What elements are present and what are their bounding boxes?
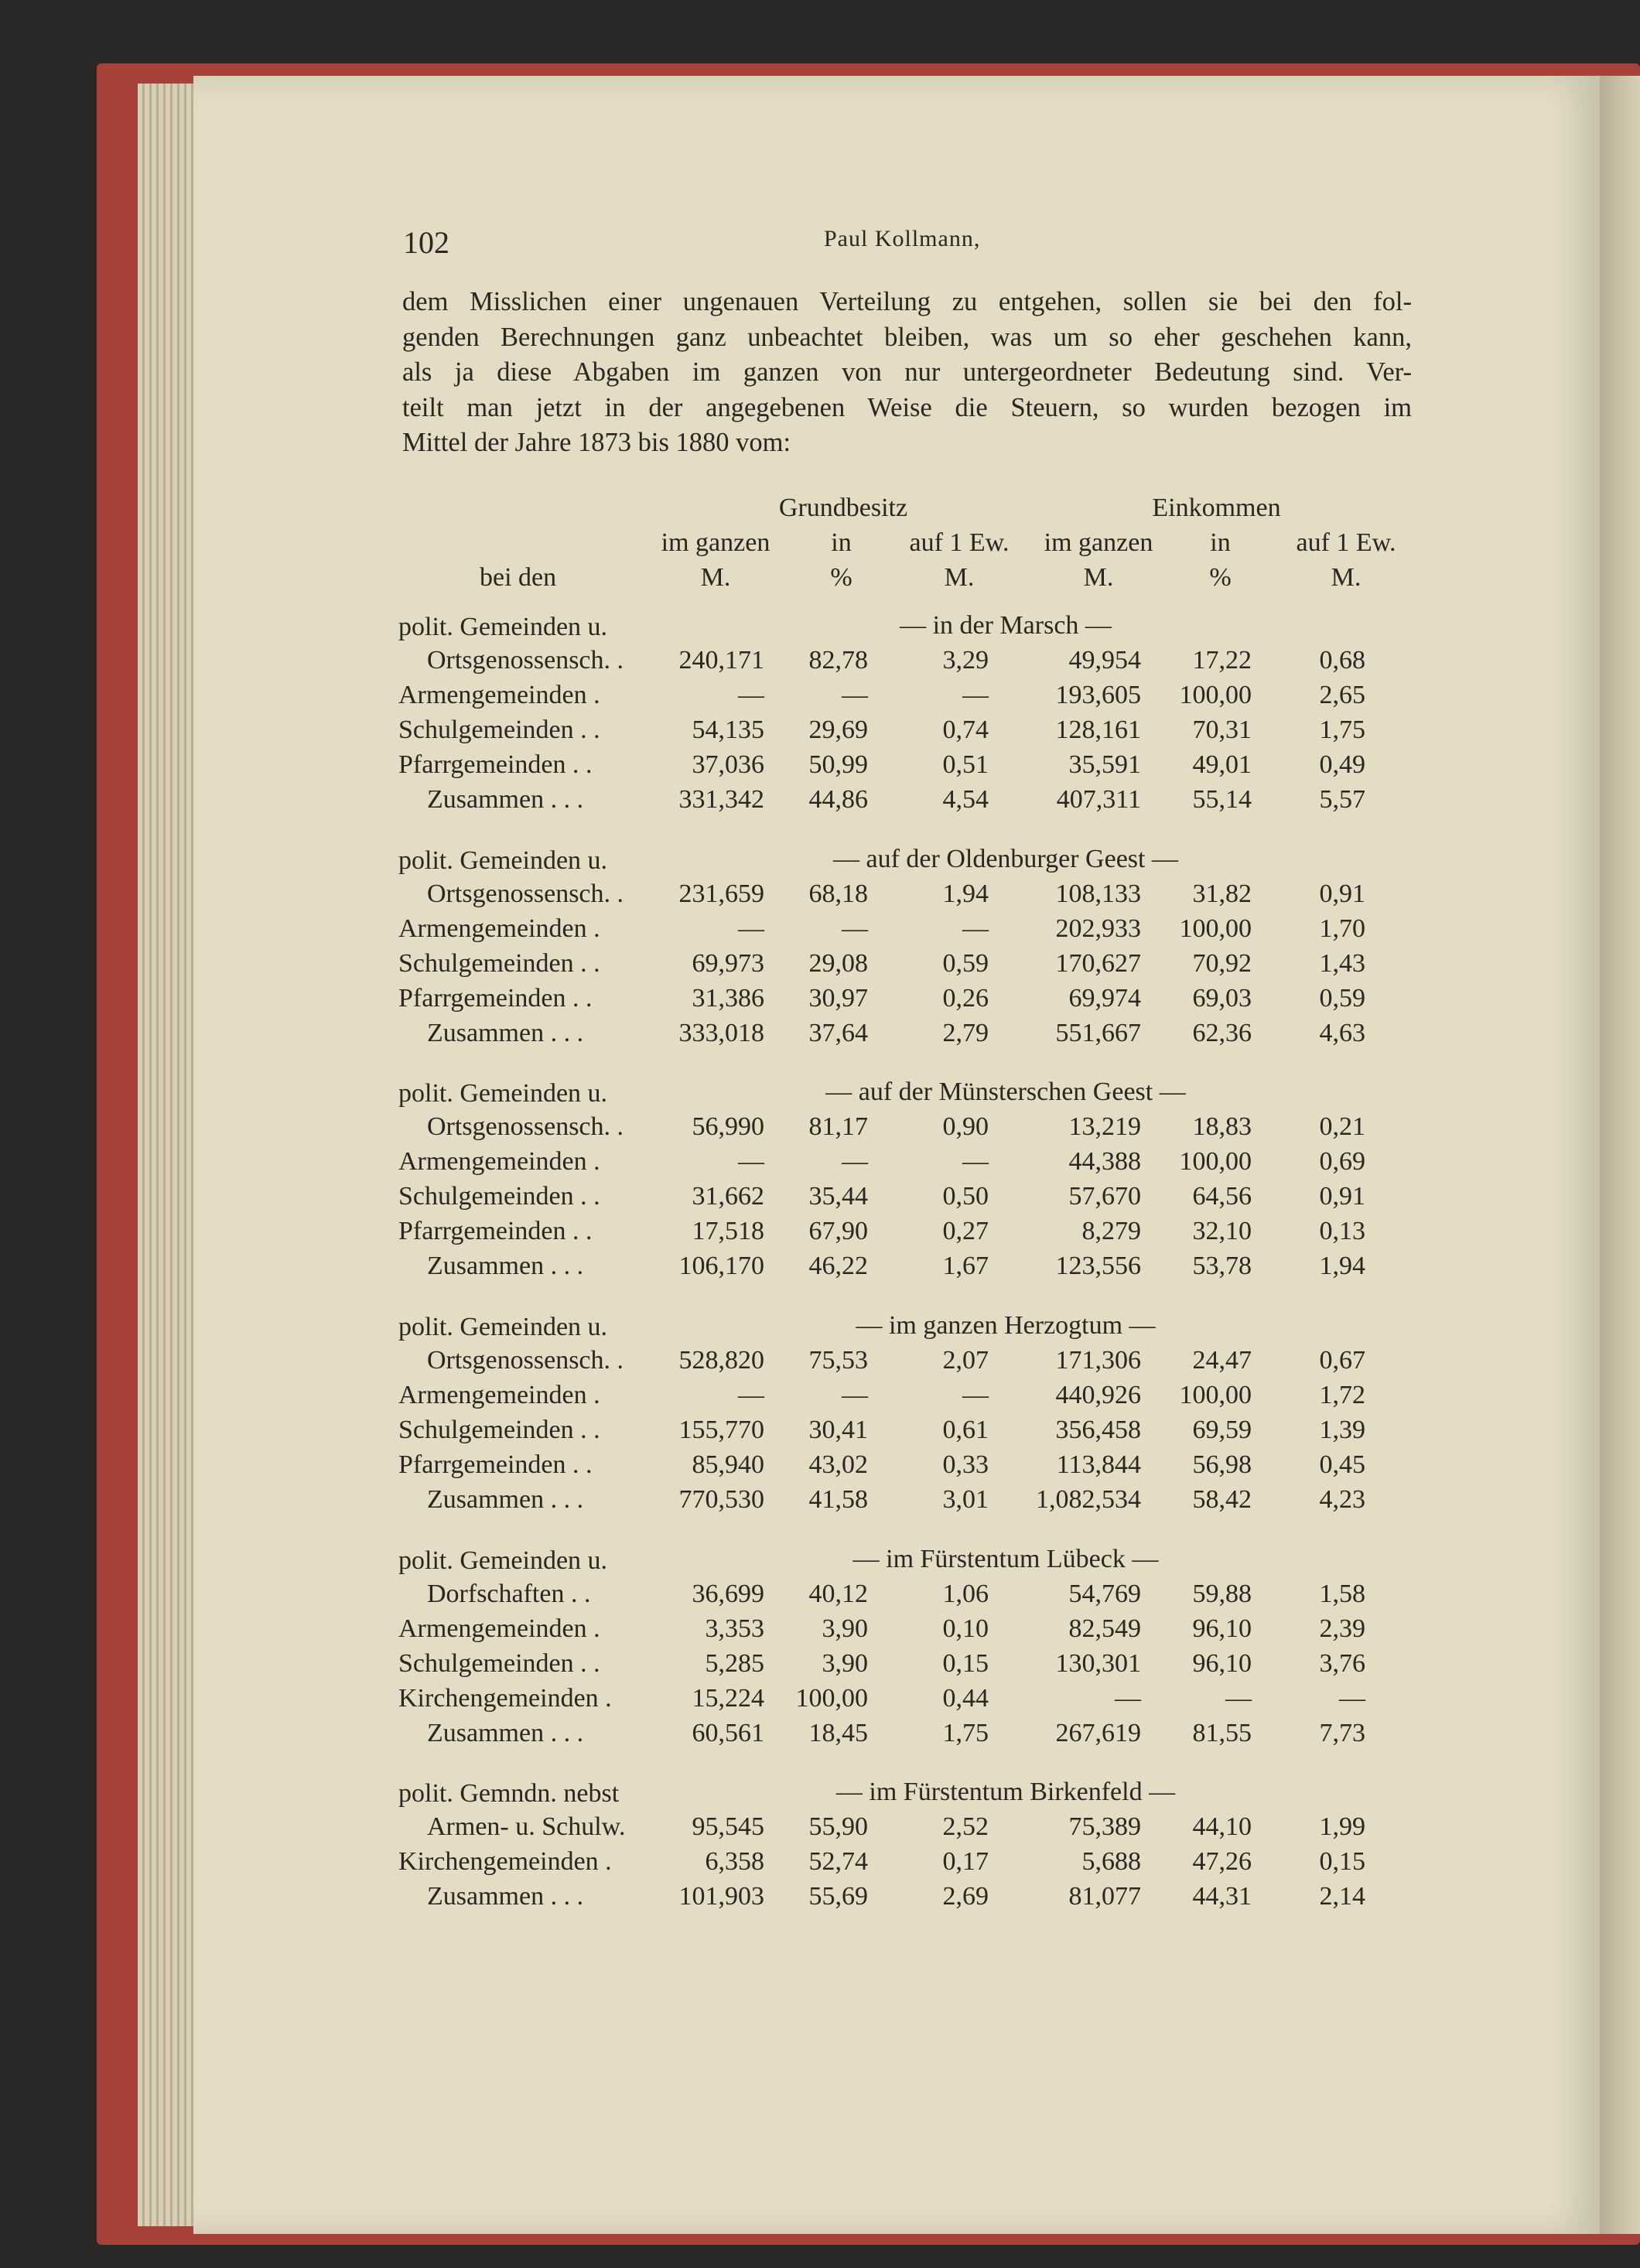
- table-cell: 1,72: [1319, 1381, 1365, 1409]
- row-label: Pfarrgemeinden . .: [398, 1450, 593, 1479]
- row-label: Kirchengemeinden .: [398, 1684, 612, 1713]
- table-cell: —: [962, 914, 989, 943]
- table-cell: 1,43: [1319, 949, 1365, 978]
- page-edges: [138, 84, 200, 2226]
- table-cell: —: [842, 1381, 868, 1409]
- table-cell: 0,59: [1319, 984, 1365, 1013]
- table-cell: 95,545: [692, 1812, 764, 1841]
- row-label: Kirchengemeinden .: [398, 1847, 612, 1876]
- table-cell: 100,00: [1179, 1147, 1252, 1176]
- col-header: auf 1 Ew.: [1296, 528, 1396, 557]
- table-cell: 333,018: [678, 1019, 764, 1047]
- table-cell: 170,627: [1055, 949, 1141, 978]
- table-cell: 7,73: [1319, 1719, 1365, 1747]
- table-cell: 54,769: [1068, 1580, 1141, 1608]
- table-cell: —: [738, 914, 764, 943]
- table-cell: 106,170: [678, 1252, 764, 1280]
- table-cell: 356,458: [1055, 1416, 1141, 1444]
- table-cell: 2,07: [942, 1346, 989, 1375]
- table-cell: 29,69: [808, 716, 868, 744]
- table-cell: 75,53: [808, 1346, 868, 1375]
- table-cell: 1,082,534: [1036, 1485, 1141, 1514]
- table-cell: 0,91: [1319, 880, 1365, 908]
- table-cell: 240,171: [678, 646, 764, 675]
- row-label: Ortsgenossensch. .: [427, 1112, 624, 1141]
- group-header-grundbesitz: Grundbesitz: [778, 494, 908, 522]
- table-cell: 155,770: [678, 1416, 764, 1444]
- table-cell: 1,39: [1319, 1416, 1365, 1444]
- table-cell: 100,00: [1179, 914, 1252, 943]
- table-cell: 44,388: [1068, 1147, 1141, 1176]
- table-cell: 67,90: [808, 1217, 868, 1245]
- table-cell: 528,820: [678, 1346, 764, 1375]
- table-cell: 29,08: [808, 949, 868, 978]
- table-cell: 32,10: [1192, 1217, 1252, 1245]
- group-header-einkommen: Einkommen: [1152, 494, 1281, 522]
- table-cell: 407,311: [1056, 785, 1141, 814]
- table-cell: 100,00: [795, 1684, 868, 1713]
- row-label: Schulgemeinden . .: [398, 1416, 600, 1444]
- table-cell: 0,69: [1319, 1147, 1365, 1176]
- table-cell: 171,306: [1055, 1346, 1141, 1375]
- row-label: Zusammen . . .: [427, 1485, 584, 1514]
- table-cell: 81,55: [1192, 1719, 1252, 1747]
- table-cell: 0,50: [942, 1182, 989, 1211]
- table-cell: 8,279: [1081, 1217, 1141, 1245]
- section-title: — im ganzen Herzogtum —: [856, 1311, 1156, 1340]
- table-cell: 4,23: [1319, 1485, 1365, 1514]
- table-cell: 17,22: [1192, 646, 1252, 675]
- table-cell: 108,133: [1055, 880, 1141, 908]
- row-label: Ortsgenossensch. .: [427, 880, 624, 908]
- table-cell: 0,44: [942, 1684, 989, 1713]
- table-cell: 31,662: [692, 1182, 764, 1211]
- table-cell: 0,27: [942, 1217, 989, 1245]
- table-cell: 3,90: [822, 1614, 868, 1643]
- unit-header: M.: [1083, 563, 1114, 592]
- paragraph-line: Mittel der Jahre 1873 bis 1880 vom:: [402, 428, 791, 458]
- table-cell: 331,342: [678, 785, 764, 814]
- table-cell: 113,844: [1056, 1450, 1141, 1479]
- table-cell: 0,33: [942, 1450, 989, 1479]
- table-cell: 770,530: [678, 1485, 764, 1514]
- table-cell: —: [1115, 1684, 1141, 1713]
- table-cell: 551,667: [1055, 1019, 1141, 1047]
- table-cell: 69,974: [1068, 984, 1141, 1013]
- paragraph-line: dem Misslichen einer ungenauen Verteilung zu entgehen, sollen sie bei den fol-: [402, 287, 1412, 316]
- table-cell: 50,99: [808, 750, 868, 779]
- unit-header: %: [830, 563, 852, 592]
- table-cell: 0,26: [942, 984, 989, 1013]
- table-cell: 85,940: [692, 1450, 764, 1479]
- table-cell: 2,65: [1319, 681, 1365, 709]
- body-paragraph: [402, 285, 1412, 461]
- section-lead-label: polit. Gemndn. nebst: [398, 1779, 620, 1808]
- table-cell: 4,63: [1319, 1019, 1365, 1047]
- table-cell: —: [962, 681, 989, 709]
- table-cell: 1,58: [1319, 1580, 1365, 1608]
- row-label: Zusammen . . .: [427, 785, 584, 814]
- table-cell: 55,90: [808, 1812, 868, 1841]
- col-header: im ganzen: [1044, 528, 1153, 557]
- table-cell: —: [738, 1147, 764, 1176]
- table-cell: 0,17: [942, 1847, 989, 1876]
- section-title: — im Fürstentum Birkenfeld —: [835, 1778, 1176, 1806]
- table-cell: 0,91: [1319, 1182, 1365, 1211]
- row-label: Pfarrgemeinden . .: [398, 984, 593, 1013]
- table-cell: 41,58: [808, 1485, 868, 1514]
- page-gutter: [1600, 76, 1640, 2234]
- table-cell: 17,518: [692, 1217, 764, 1245]
- section-lead-label: polit. Gemeinden u.: [398, 613, 608, 641]
- table-cell: 3,90: [822, 1649, 868, 1678]
- table-cell: 68,18: [808, 880, 868, 908]
- table-cell: 2,79: [942, 1019, 989, 1047]
- paragraph-line: genden Berechnungen ganz unbeachtet bleiben, was um so eher geschehen kann,: [402, 322, 1412, 352]
- row-label: Zusammen . . .: [427, 1882, 584, 1911]
- table-cell: 3,76: [1319, 1649, 1365, 1678]
- table-cell: 0,68: [1319, 646, 1365, 675]
- page-number: 102: [403, 225, 449, 260]
- row-label: Dorfschaften . .: [427, 1580, 591, 1608]
- unit-header: %: [1209, 563, 1232, 592]
- table-cell: 18,45: [808, 1719, 868, 1747]
- table-cell: 59,88: [1192, 1580, 1252, 1608]
- row-label: Zusammen . . .: [427, 1252, 584, 1280]
- section-lead-label: polit. Gemeinden u.: [398, 1079, 608, 1108]
- table-cell: 46,22: [808, 1252, 868, 1280]
- table-cell: 56,98: [1192, 1450, 1252, 1479]
- table-cell: —: [962, 1381, 989, 1409]
- row-label: Armen- u. Schulw.: [427, 1812, 626, 1841]
- row-label: Zusammen . . .: [427, 1019, 584, 1047]
- table-cell: 130,301: [1055, 1649, 1141, 1678]
- table-cell: 82,549: [1068, 1614, 1141, 1643]
- table-cell: 96,10: [1192, 1649, 1252, 1678]
- unit-header: M.: [944, 563, 975, 592]
- table-cell: 0,15: [942, 1649, 989, 1678]
- table-cell: 0,21: [1319, 1112, 1365, 1141]
- table-cell: 2,39: [1319, 1614, 1365, 1643]
- table-cell: 0,45: [1319, 1450, 1365, 1479]
- table-cell: 13,219: [1068, 1112, 1141, 1141]
- table-cell: 1,75: [1319, 716, 1365, 744]
- table-cell: 58,42: [1192, 1485, 1252, 1514]
- table-cell: 30,41: [808, 1416, 868, 1444]
- table-cell: 1,75: [942, 1719, 989, 1747]
- table-cell: 440,926: [1055, 1381, 1141, 1409]
- section-lead-label: polit. Gemeinden u.: [398, 846, 608, 875]
- table-cell: 100,00: [1179, 681, 1252, 709]
- table-cell: 2,52: [942, 1812, 989, 1841]
- table-cell: 0,13: [1319, 1217, 1365, 1245]
- row-label: Armengemeinden .: [398, 681, 600, 709]
- table-cell: —: [962, 1147, 989, 1176]
- table-cell: 69,973: [692, 949, 764, 978]
- table-cell: 6,358: [705, 1847, 764, 1876]
- table-cell: 35,44: [808, 1182, 868, 1211]
- table-cell: 0,61: [942, 1416, 989, 1444]
- table-cell: 37,64: [808, 1019, 868, 1047]
- table-cell: —: [738, 681, 764, 709]
- row-label: Armengemeinden .: [398, 1381, 600, 1409]
- table-cell: 54,135: [692, 716, 764, 744]
- col-header: in: [831, 528, 852, 557]
- table-cell: 202,933: [1055, 914, 1141, 943]
- table-cell: 24,47: [1192, 1346, 1252, 1375]
- row-label: Pfarrgemeinden . .: [398, 750, 593, 779]
- table-cell: 1,67: [942, 1252, 989, 1280]
- table-cell: 44,10: [1192, 1812, 1252, 1841]
- table-cell: 69,03: [1192, 984, 1252, 1013]
- table-cell: 55,14: [1192, 785, 1252, 814]
- row-label: Schulgemeinden . .: [398, 716, 600, 744]
- table-cell: 49,01: [1192, 750, 1252, 779]
- table-cell: 36,699: [692, 1580, 764, 1608]
- table-cell: 31,386: [692, 984, 764, 1013]
- stub-header: bei den: [480, 563, 557, 592]
- row-label: Ortsgenossensch. .: [427, 1346, 624, 1375]
- table-cell: 3,29: [942, 646, 989, 675]
- table-cell: —: [1225, 1684, 1252, 1713]
- table-cell: 0,90: [942, 1112, 989, 1141]
- row-label: Armengemeinden .: [398, 914, 600, 943]
- table-cell: 1,06: [942, 1580, 989, 1608]
- table-cell: 1,94: [1319, 1252, 1365, 1280]
- table-cell: 47,26: [1192, 1847, 1252, 1876]
- table-cell: 35,591: [1068, 750, 1141, 779]
- table-cell: 0,67: [1319, 1346, 1365, 1375]
- section-title: — auf der Oldenburger Geest —: [833, 845, 1178, 873]
- table-cell: 0,15: [1319, 1847, 1365, 1876]
- table-cell: 53,78: [1192, 1252, 1252, 1280]
- table-cell: 193,605: [1055, 681, 1141, 709]
- table-cell: 0,10: [942, 1614, 989, 1643]
- table-cell: 44,31: [1192, 1882, 1252, 1911]
- row-label: Ortsgenossensch. .: [427, 646, 624, 675]
- table-cell: 43,02: [808, 1450, 868, 1479]
- table-cell: 3,01: [942, 1485, 989, 1514]
- paragraph-line: teilt man jetzt in der angegebenen Weise die Steuern, so wurden bezogen im: [402, 392, 1412, 422]
- table-cell: 267,619: [1055, 1719, 1141, 1747]
- table-cell: 1,70: [1319, 914, 1365, 943]
- section-lead-label: polit. Gemeinden u.: [398, 1313, 608, 1341]
- table-cell: 30,97: [808, 984, 868, 1013]
- table-cell: 49,954: [1068, 646, 1141, 675]
- table-cell: 128,161: [1055, 716, 1141, 744]
- col-header: auf 1 Ew.: [909, 528, 1010, 557]
- table-cell: 0,51: [942, 750, 989, 779]
- row-label: Zusammen . . .: [427, 1719, 584, 1747]
- section-title: — im Fürstentum Lübeck —: [852, 1545, 1159, 1573]
- table-cell: 123,556: [1055, 1252, 1141, 1280]
- table-cell: 81,077: [1068, 1882, 1141, 1911]
- table-cell: 2,69: [942, 1882, 989, 1911]
- row-label: Pfarrgemeinden . .: [398, 1217, 593, 1245]
- col-header: im ganzen: [661, 528, 770, 557]
- section-title: — in der Marsch —: [900, 611, 1112, 640]
- section-lead-label: polit. Gemeinden u.: [398, 1546, 608, 1575]
- running-head: Paul Kollmann,: [824, 226, 981, 251]
- table-cell: 52,74: [808, 1847, 868, 1876]
- table-cell: 69,59: [1192, 1416, 1252, 1444]
- table-cell: 18,83: [1192, 1112, 1252, 1141]
- table-cell: 37,036: [692, 750, 764, 779]
- table-cell: 55,69: [808, 1882, 868, 1911]
- table-cell: 81,17: [808, 1112, 868, 1141]
- table-cell: 2,14: [1319, 1882, 1365, 1911]
- table-cell: 0,59: [942, 949, 989, 978]
- table-cell: 60,561: [692, 1719, 764, 1747]
- row-label: Schulgemeinden . .: [398, 949, 600, 978]
- table-cell: 101,903: [678, 1882, 764, 1911]
- table-cell: 75,389: [1068, 1812, 1141, 1841]
- unit-header: M.: [700, 563, 731, 592]
- table-cell: 31,82: [1192, 880, 1252, 908]
- table-cell: 96,10: [1192, 1614, 1252, 1643]
- table-cell: 40,12: [808, 1580, 868, 1608]
- table-cell: 62,36: [1192, 1019, 1252, 1047]
- paragraph-line: als ja diese Abgaben im ganzen von nur untergeordneter Bedeutung sind. Ver-: [402, 357, 1412, 388]
- table-cell: 64,56: [1192, 1182, 1252, 1211]
- table-cell: 5,57: [1319, 785, 1365, 814]
- table-cell: —: [738, 1381, 764, 1409]
- table-cell: 5,688: [1081, 1847, 1141, 1876]
- table-cell: —: [842, 914, 868, 943]
- table-cell: —: [842, 1147, 868, 1176]
- row-label: Schulgemeinden . .: [398, 1649, 600, 1678]
- table-cell: —: [1339, 1684, 1365, 1713]
- table-cell: 57,670: [1068, 1182, 1141, 1211]
- table-cell: 82,78: [808, 646, 868, 675]
- table-cell: 1,99: [1319, 1812, 1365, 1841]
- table-cell: 0,74: [942, 716, 989, 744]
- table-cell: 3,353: [705, 1614, 764, 1643]
- row-label: Armengemeinden .: [398, 1147, 600, 1176]
- table-cell: 44,86: [808, 785, 868, 814]
- table-cell: 70,31: [1192, 716, 1252, 744]
- table-cell: 231,659: [678, 880, 764, 908]
- table-cell: —: [842, 681, 868, 709]
- table-cell: 4,54: [942, 785, 989, 814]
- row-label: Armengemeinden .: [398, 1614, 600, 1643]
- table-cell: 1,94: [942, 880, 989, 908]
- section-title: — auf der Münsterschen Geest —: [825, 1078, 1186, 1106]
- col-header: in: [1210, 528, 1231, 557]
- row-label: Schulgemeinden . .: [398, 1182, 600, 1211]
- unit-header: M.: [1331, 563, 1362, 592]
- table-cell: 5,285: [705, 1649, 764, 1678]
- table-cell: 56,990: [692, 1112, 764, 1141]
- table-cell: 15,224: [692, 1684, 764, 1713]
- table-cell: 70,92: [1192, 949, 1252, 978]
- table-cell: 0,49: [1319, 750, 1365, 779]
- table-cell: 100,00: [1179, 1381, 1252, 1409]
